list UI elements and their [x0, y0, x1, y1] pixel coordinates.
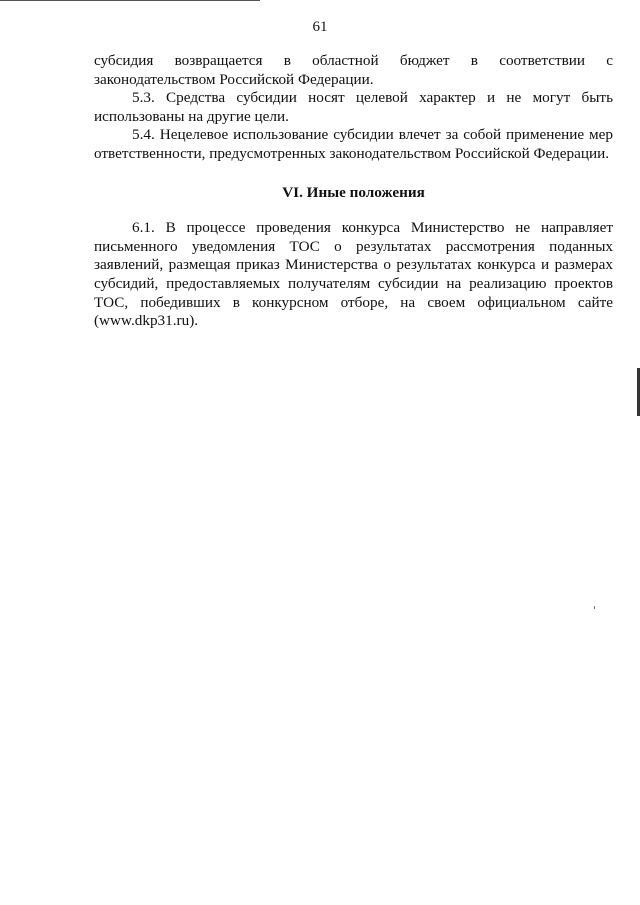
paragraph-5-4: 5.4. Нецелевое использование субсидии влечет за собой применение мер ответственности, предусмотренных законодательством Российской Федерации.	[94, 126, 613, 162]
paragraph-subsidy-return: субсидия возвращается в областной бюджет в соответствии с законодательством Российской Федерации.	[94, 52, 613, 88]
paragraph-5-3: 5.3. Средства субсидии носят целевой характер и не могут быть использованы на другие цели.	[94, 89, 613, 125]
paragraph-6-1: 6.1. В процессе проведения конкурса Министерство не направляет письменного уведомления ТОС о результатах рассмотрения поданных заявлений, размещая приказ Министерства о результатах конкурса и размерах субсидий, предоставляемых получателям субсидии на реализацию проектов ТОС, победивших в конкурсном отборе, на своем официальном сайте (www.dkp31.ru).	[94, 219, 613, 330]
section-heading: VI. Иные положения	[282, 183, 425, 201]
scan-dust-mark	[594, 606, 595, 609]
document-body	[94, 52, 613, 331]
scan-edge-line	[0, 0, 260, 3]
page-number: 61	[312, 19, 328, 35]
